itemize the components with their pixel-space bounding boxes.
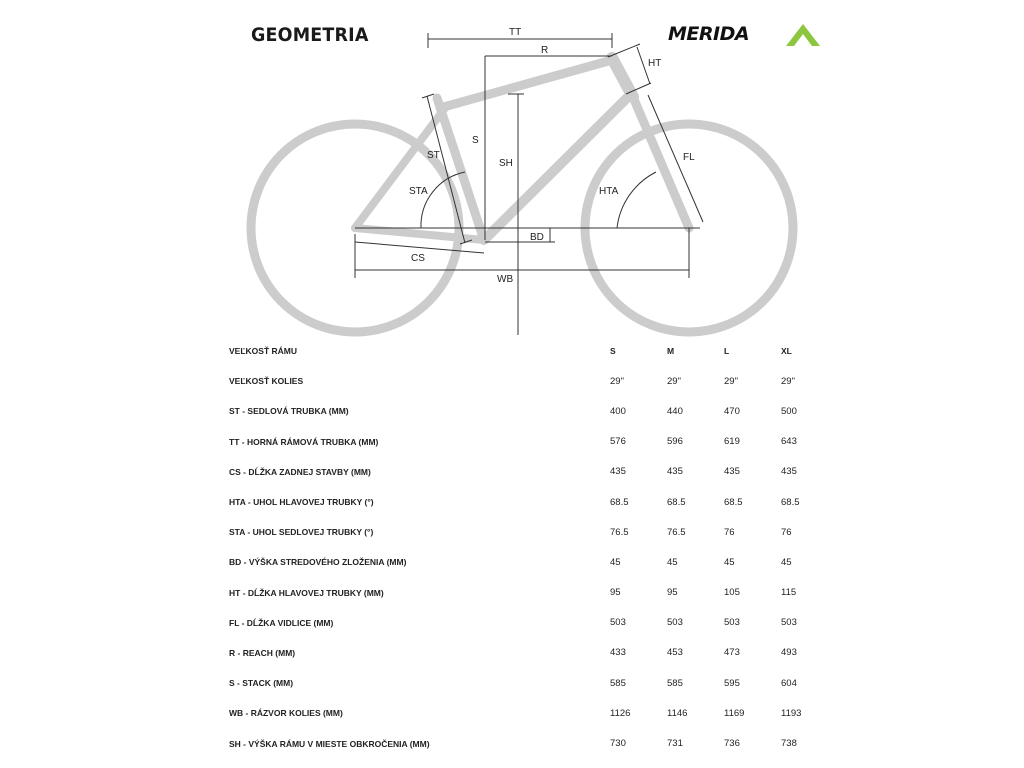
row-value: 503 <box>610 617 626 629</box>
table-row <box>229 728 838 758</box>
fork <box>633 97 689 228</box>
row-value: 95 <box>610 587 621 599</box>
row-value: 500 <box>781 405 797 417</box>
row-value: 45 <box>724 556 735 568</box>
row-value: 76 <box>781 526 792 538</box>
row-value: 95 <box>667 587 678 599</box>
row-value: 1169 <box>724 707 745 719</box>
row-label: SH - VÝŠKA RÁMU V MIESTE OBKROČENIA (MM) <box>229 738 430 749</box>
row-label: WB - RÁZVOR KOLIES (MM) <box>229 708 343 719</box>
row-label: STA - UHOL SEDLOVEJ TRUBKY (°) <box>229 527 374 538</box>
row-value: 45 <box>610 556 621 568</box>
row-value: 45 <box>781 556 792 568</box>
row-value: 435 <box>781 466 797 478</box>
table-row <box>229 487 838 517</box>
row-value: 433 <box>610 647 626 659</box>
row-value: 736 <box>724 738 740 750</box>
geometry-table <box>229 336 838 759</box>
table-row <box>229 668 838 698</box>
row-value: 503 <box>724 617 740 629</box>
row-label: VEĽKOSŤ KOLIES <box>229 376 304 387</box>
label-sh: SH <box>499 158 513 169</box>
row-value: 596 <box>667 436 683 448</box>
table-row <box>229 608 838 638</box>
table-row <box>229 578 838 608</box>
row-label: CS - DĹŽKA ZADNEJ STAVBY (MM) <box>229 466 371 477</box>
row-value: 738 <box>781 738 797 750</box>
size-s-header: S <box>610 346 616 357</box>
row-value: 1146 <box>667 707 688 719</box>
row-label: S - STACK (MM) <box>229 678 294 689</box>
row-value: 435 <box>724 466 740 478</box>
page-title: GEOMETRIA <box>251 24 369 46</box>
geometry-diagram <box>0 0 1024 345</box>
label-st: ST <box>427 150 440 161</box>
label-cs: CS <box>411 253 425 264</box>
row-value: 76.5 <box>667 526 686 538</box>
size-xl-header: XL <box>781 346 792 357</box>
row-value: 473 <box>724 647 740 659</box>
header-label: VEĽKOSŤ RÁMU <box>229 346 297 357</box>
row-value: 115 <box>781 587 797 599</box>
row-label: ST - SEDLOVÁ TRUBKA (MM) <box>229 406 349 417</box>
row-value: 68.5 <box>724 496 743 508</box>
row-value: 731 <box>667 738 683 750</box>
row-value: 503 <box>667 617 683 629</box>
label-r: R <box>541 45 549 56</box>
table-row <box>229 457 838 487</box>
row-label: BD - VÝŠKA STREDOVÉHO ZLOŽENIA (MM) <box>229 557 407 568</box>
row-label: HT - DĹŽKA HLAVOVEJ TRUBKY (MM) <box>229 587 384 598</box>
size-m-header: M <box>667 346 675 357</box>
label-fl: FL <box>683 152 695 163</box>
table-row <box>229 366 838 396</box>
row-value: 68.5 <box>667 496 686 508</box>
row-value: 440 <box>667 405 683 417</box>
row-value: 643 <box>781 436 797 448</box>
row-value: 470 <box>724 405 740 417</box>
bike-frame <box>251 58 793 332</box>
label-wb: WB <box>497 274 514 285</box>
label-hta: HTA <box>599 186 619 197</box>
row-value: 453 <box>667 647 683 659</box>
row-value: 595 <box>724 677 740 689</box>
dimension-lines <box>355 33 703 335</box>
row-value: 76.5 <box>610 526 629 538</box>
row-value: 493 <box>781 647 797 659</box>
row-label: TT - HORNÁ RÁMOVÁ TRUBKA (MM) <box>229 436 379 447</box>
top-tube <box>440 60 612 108</box>
row-value: 29" <box>724 375 738 387</box>
row-value: 619 <box>724 436 740 448</box>
row-value: 604 <box>781 677 797 689</box>
brand-wordmark: MERIDA <box>668 23 750 45</box>
row-value: 576 <box>610 436 626 448</box>
row-value: 1126 <box>610 707 631 719</box>
row-label: HTA - UHOL HLAVOVEJ TRUBKY (°) <box>229 497 374 508</box>
label-tt: TT <box>509 27 522 38</box>
chain-stay <box>355 228 484 240</box>
label-s: S <box>472 135 479 146</box>
row-value: 29" <box>781 375 795 387</box>
table-row <box>229 427 838 457</box>
label-ht: HT <box>648 58 662 69</box>
size-l-header: L <box>724 346 730 357</box>
row-value: 68.5 <box>781 496 800 508</box>
head-tube <box>612 58 633 97</box>
table-header-row <box>229 336 838 366</box>
table-row <box>229 638 838 668</box>
label-bd: BD <box>530 232 544 243</box>
row-value: 76 <box>724 526 735 538</box>
row-value: 585 <box>667 677 683 689</box>
row-value: 105 <box>724 587 740 599</box>
row-value: 400 <box>610 405 626 417</box>
table-row <box>229 396 838 426</box>
row-value: 45 <box>667 556 678 568</box>
row-value: 585 <box>610 677 626 689</box>
row-value: 29" <box>610 375 624 387</box>
row-label: FL - DĹŽKA VIDLICE (MM) <box>229 617 334 628</box>
row-value: 435 <box>667 466 683 478</box>
row-label: R - REACH (MM) <box>229 647 296 658</box>
row-value: 1193 <box>781 707 802 719</box>
table-row <box>229 698 838 728</box>
table-row <box>229 547 838 577</box>
row-value: 29" <box>667 375 681 387</box>
label-sta: STA <box>409 186 428 197</box>
table-row <box>229 517 838 547</box>
row-value: 68.5 <box>610 496 629 508</box>
row-value: 503 <box>781 617 797 629</box>
row-value: 435 <box>610 466 626 478</box>
row-value: 730 <box>610 738 626 750</box>
